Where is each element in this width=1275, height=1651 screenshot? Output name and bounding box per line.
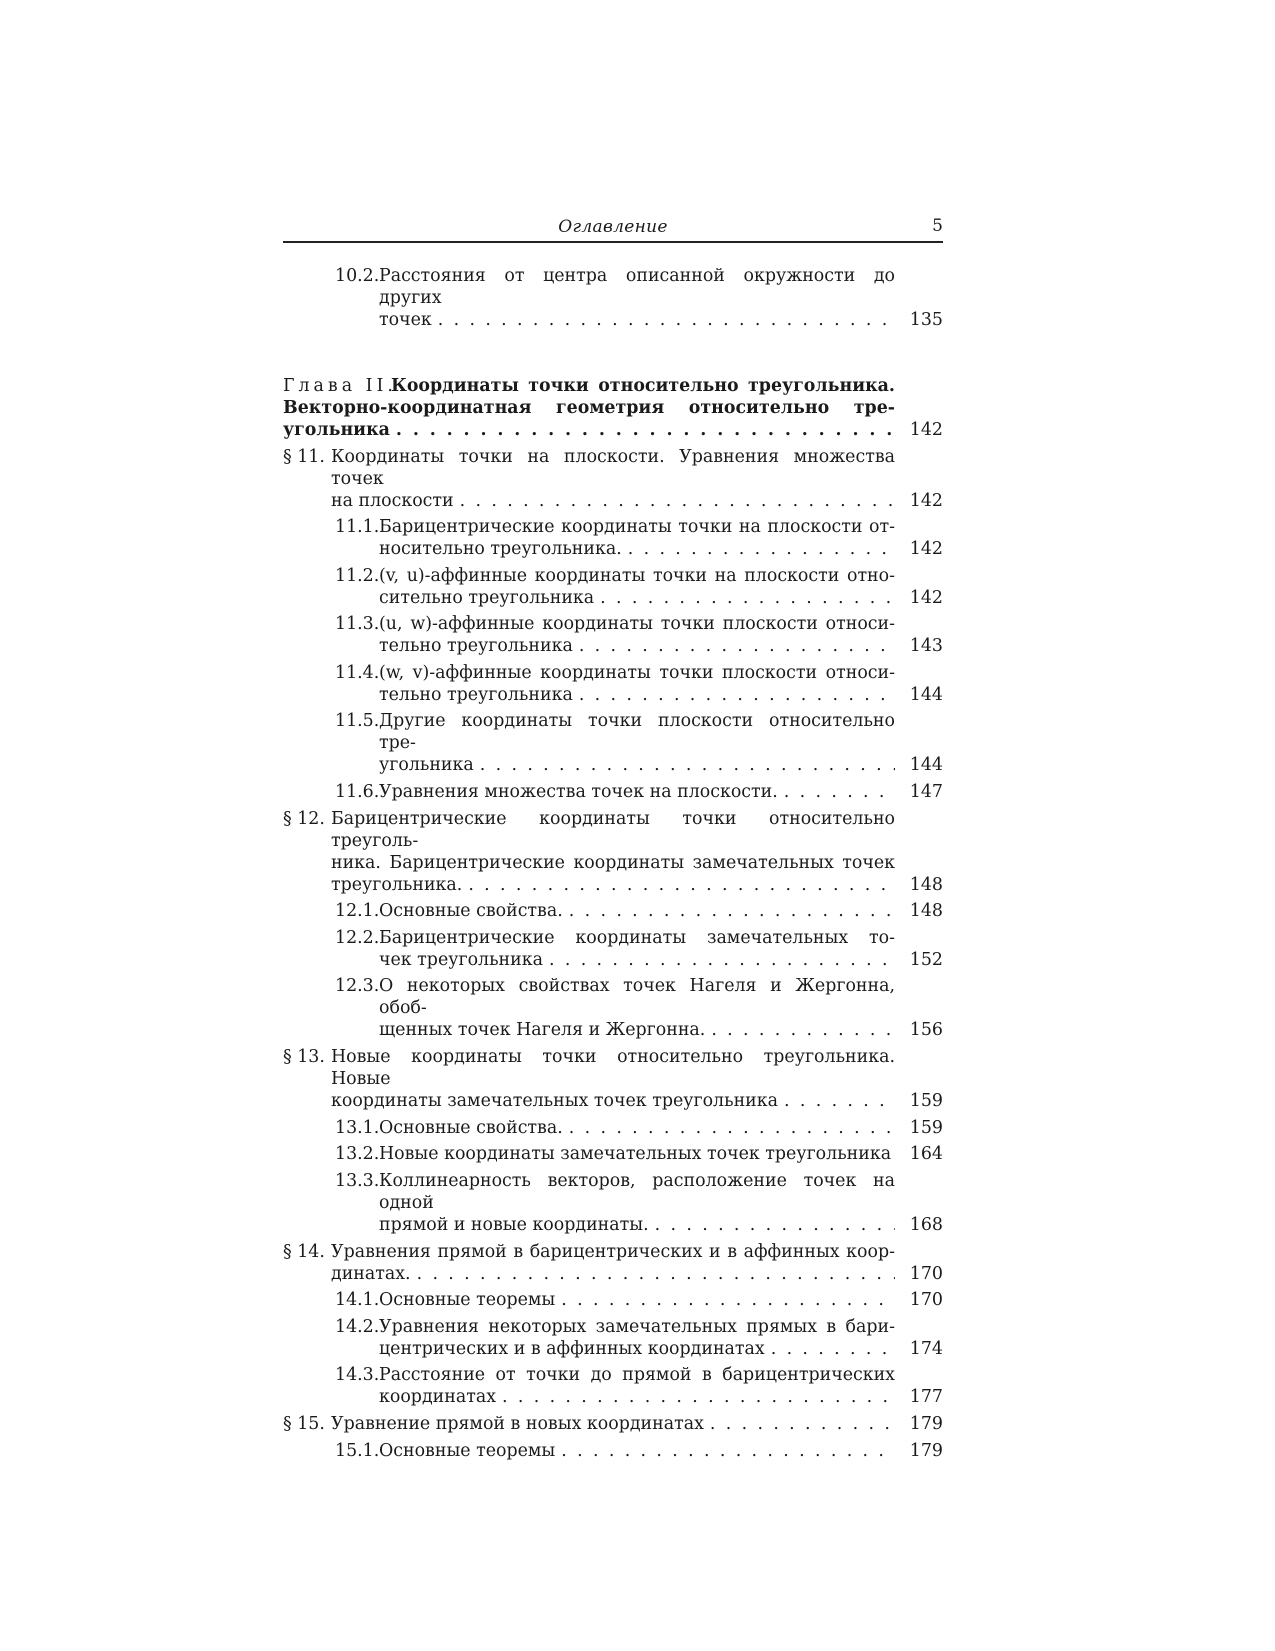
toc-title-last-line <box>379 754 895 776</box>
toc-title-text: центрических и в аффинных координатах <box>379 1338 765 1359</box>
toc-title-last-line <box>331 874 895 896</box>
toc-title <box>379 1289 895 1311</box>
toc-title-text: Уравнения множества точек на плоскости. <box>379 781 778 802</box>
toc-title-text: угольника <box>379 755 474 775</box>
toc-title-line: Барицентрические координаты замечательных то- <box>379 927 895 948</box>
toc-title-text: координаты замечательных точек треугольника <box>331 1091 778 1111</box>
leader-dots <box>480 754 895 776</box>
toc-number: 11.5. <box>335 711 380 731</box>
toc-title-last-line <box>379 587 895 609</box>
toc-page-number: 179 <box>909 1414 943 1434</box>
leader-dots <box>655 1214 895 1236</box>
toc-number: § 14. <box>283 1241 325 1262</box>
toc-number: 15.1. <box>335 1440 380 1461</box>
toc-page-number: 179 <box>909 1440 943 1461</box>
toc-page-number: 147 <box>909 781 943 802</box>
toc-title-line: Векторно-координатная геометрия относительно тре- <box>283 397 895 418</box>
toc-title <box>379 1316 895 1360</box>
toc-page-number: 170 <box>909 1263 943 1284</box>
toc-title <box>379 927 895 971</box>
toc-title <box>331 1241 895 1285</box>
toc-page-number: 159 <box>909 1091 943 1111</box>
toc-title-text: Основные свойства. <box>379 901 563 921</box>
toc-title-last-line <box>283 419 895 441</box>
toc-page-number: 170 <box>909 1290 943 1310</box>
toc-number: 10.2. <box>335 265 380 286</box>
toc-subsection <box>283 927 943 971</box>
toc-title <box>331 446 895 512</box>
toc-title-last-line <box>331 1413 895 1435</box>
toc-page-number: 135 <box>909 309 943 330</box>
toc-title-last-line <box>379 684 895 706</box>
toc-title-text: прямой и новые координаты. <box>379 1214 649 1235</box>
toc-title <box>331 1046 895 1112</box>
toc-page-number: 143 <box>909 636 943 656</box>
toc-title-line: ника. Барицентрические координаты замечательных точек <box>331 852 895 873</box>
toc-title <box>379 710 895 776</box>
leader-dots <box>549 949 895 971</box>
toc-title <box>379 662 895 706</box>
toc-page-number: 177 <box>909 1387 943 1407</box>
toc-title <box>379 1117 895 1139</box>
toc-title-last-line <box>379 1386 895 1408</box>
toc-number: 13.3. <box>335 1170 380 1191</box>
toc-title-last-line <box>379 1214 895 1236</box>
toc-page-number: 156 <box>909 1020 943 1040</box>
toc-subsection <box>283 662 943 706</box>
toc-page-number: 144 <box>909 684 943 705</box>
toc-title-last-line <box>379 538 895 560</box>
leader-dots <box>628 538 895 560</box>
toc-page-number: 159 <box>909 1117 943 1138</box>
toc-title-last-line <box>331 1090 895 1112</box>
toc-subsection <box>283 781 943 803</box>
leader-dots <box>561 1440 895 1462</box>
toc-title-line: Координаты точки на плоскости. Уравнения множества точек <box>331 446 895 489</box>
toc-title-text: тельно треугольника <box>379 684 573 705</box>
toc-title <box>379 1440 895 1462</box>
toc-title-last-line <box>379 1019 895 1041</box>
table-of-contents <box>283 260 943 1466</box>
toc-title-text: на плоскости <box>331 490 454 511</box>
running-header <box>283 211 943 243</box>
toc-title-text: тельно треугольника <box>379 636 573 656</box>
leader-dots <box>710 1413 895 1435</box>
toc-number: § 13. <box>283 1047 325 1067</box>
toc-subsection <box>283 975 943 1041</box>
toc-subsection <box>283 1364 943 1408</box>
toc-title-last-line <box>379 949 895 971</box>
toc-page-number: 142 <box>909 490 943 511</box>
toc-title-last-line <box>379 900 895 922</box>
leader-dots <box>561 1289 895 1311</box>
toc-title-text: сительно треугольника <box>379 587 595 608</box>
toc-title-text: Основные теоремы <box>379 1290 556 1310</box>
toc-number: 13.2. <box>335 1144 380 1164</box>
leader-dots <box>579 684 895 706</box>
toc-title <box>379 975 895 1041</box>
toc-title <box>379 516 895 560</box>
toc-number: 12.3. <box>335 976 380 996</box>
toc-subsection <box>283 1316 943 1360</box>
toc-page-number: 144 <box>909 755 943 775</box>
toc-subsection <box>283 710 943 776</box>
toc-page-number: 148 <box>909 874 943 895</box>
toc-title-last-line <box>379 781 895 803</box>
toc-section <box>283 1046 943 1112</box>
toc-title-line: Коллинеарность векторов, расположение точек на одной <box>379 1170 895 1213</box>
leader-dots <box>396 419 895 441</box>
toc-subsection <box>283 565 943 609</box>
toc-page-number: 168 <box>909 1214 943 1235</box>
toc-title-last-line <box>379 1143 895 1165</box>
toc-section <box>283 808 943 896</box>
toc-page-number: 164 <box>909 1144 943 1164</box>
toc-title-line: Координаты точки относительно треугольника. <box>391 375 895 396</box>
toc-title-last-line <box>379 1440 895 1462</box>
toc-number: 11.4. <box>335 662 380 683</box>
toc-title-text: чек треугольника <box>379 949 543 970</box>
toc-page-number: 152 <box>909 949 943 970</box>
toc-subsection <box>283 516 943 560</box>
header-page-number: 5 <box>932 216 943 236</box>
toc-title-text: Основные свойства. <box>379 1117 563 1138</box>
toc-title-text: угольника <box>283 419 390 440</box>
toc-title-last-line <box>379 1338 895 1360</box>
toc-subsection <box>283 1170 943 1236</box>
leader-dots <box>438 309 895 331</box>
leader-dots <box>711 1019 895 1041</box>
toc-subsection <box>283 1117 943 1139</box>
toc-subsection <box>283 1289 943 1311</box>
toc-title-text: Основные теоремы <box>379 1440 556 1461</box>
toc-number: 14.3. <box>335 1365 380 1385</box>
toc-subsection <box>283 265 943 331</box>
toc-section <box>283 1413 943 1435</box>
toc-number: 14.1. <box>335 1290 380 1310</box>
toc-title-line: (w, v)-аффинные координаты точки плоскости относи- <box>379 662 895 683</box>
toc-title-line: Уравнения некоторых замечательных прямых в бари- <box>379 1316 895 1337</box>
toc-title-line: (v, u)-аффинные координаты точки на плоскости отно- <box>379 565 895 586</box>
toc-title-line: Барицентрические координаты точки на плоскости от- <box>379 517 895 537</box>
toc-chapter <box>283 375 943 441</box>
toc-title-last-line <box>331 490 895 512</box>
toc-number: 12.1. <box>335 901 380 921</box>
toc-title-last-line <box>379 309 895 331</box>
toc-number: 13.1. <box>335 1117 380 1138</box>
toc-number: § 11. <box>283 446 325 467</box>
toc-title-text: координатах <box>379 1387 496 1407</box>
toc-title <box>379 613 895 657</box>
toc-number: 14.2. <box>335 1316 380 1337</box>
toc-page-number: 174 <box>909 1338 943 1359</box>
toc-number: 11.3. <box>335 614 380 634</box>
toc-title <box>379 900 895 922</box>
toc-title-line: Расстояния от центра описанной окружности до других <box>379 265 895 308</box>
leader-dots <box>784 1090 895 1112</box>
toc-title-line: Барицентрические координаты точки относительно треуголь- <box>331 808 895 851</box>
leader-dots <box>784 781 895 803</box>
toc-title-text: Уравнение прямой в новых координатах <box>331 1414 704 1434</box>
toc-title-text: Новые координаты замечательных точек треугольника <box>379 1144 892 1164</box>
toc-title <box>379 1364 895 1408</box>
leader-dots <box>460 490 895 512</box>
toc-section <box>283 1241 943 1285</box>
toc-page-number: 142 <box>909 539 943 559</box>
toc-title <box>331 808 895 896</box>
toc-title-text: щенных точек Нагеля и Жергонна. <box>379 1020 706 1040</box>
toc-page-number: 142 <box>909 419 943 440</box>
toc-title <box>331 1413 895 1435</box>
toc-title-line: О некоторых свойствах точек Нагеля и Жергонна, обоб- <box>379 976 895 1018</box>
toc-number: § 15. <box>283 1414 325 1434</box>
toc-title-last-line <box>379 1289 895 1311</box>
toc-title-last-line <box>379 1117 895 1139</box>
toc-title <box>379 781 895 803</box>
toc-title-line: (u, w)-аффинные координаты точки плоскости относи- <box>379 614 895 634</box>
toc-title-text: точек <box>379 309 432 330</box>
toc-title-last-line <box>379 635 895 657</box>
toc-number: 11.2. <box>335 565 380 586</box>
header-title: Оглавление <box>558 217 668 237</box>
toc-page-number: 142 <box>909 587 943 608</box>
toc-subsection <box>283 1440 943 1462</box>
leader-dots <box>569 1117 895 1139</box>
leader-dots <box>579 635 895 657</box>
toc-title-line: Уравнения прямой в барицентрических и в аффинных коор- <box>331 1241 895 1262</box>
toc-number: Глава II. <box>283 375 397 396</box>
toc-title <box>379 265 895 331</box>
toc-subsection <box>283 613 943 657</box>
toc-subsection <box>283 900 943 922</box>
leader-dots <box>569 900 895 922</box>
toc-title <box>379 565 895 609</box>
toc-title <box>379 1143 895 1165</box>
toc-number: 11.6. <box>335 781 380 802</box>
toc-number: § 12. <box>283 808 325 829</box>
leader-dots <box>771 1338 895 1360</box>
toc-number: 12.2. <box>335 927 380 948</box>
toc-title-text: носительно треугольника. <box>379 539 622 559</box>
toc-title-line: Другие координаты точки плоскости относительно тре- <box>379 711 895 753</box>
toc-title-last-line <box>331 1263 895 1285</box>
toc-section <box>283 446 943 512</box>
toc-title-line: Новые координаты точки относительно треугольника. Новые <box>331 1047 895 1089</box>
toc-title-text: треугольника. <box>331 874 463 895</box>
leader-dots <box>468 874 895 896</box>
toc-page-number: 148 <box>909 901 943 921</box>
toc-number: 11.1. <box>335 517 380 537</box>
toc-title <box>379 1170 895 1236</box>
leader-dots <box>502 1386 895 1408</box>
leader-dots <box>417 1263 895 1285</box>
leader-dots <box>600 587 895 609</box>
toc-title-line: Расстояние от точки до прямой в барицентрических <box>379 1365 895 1385</box>
toc-subsection <box>283 1143 943 1165</box>
toc-title-text: динатах. <box>331 1263 411 1284</box>
